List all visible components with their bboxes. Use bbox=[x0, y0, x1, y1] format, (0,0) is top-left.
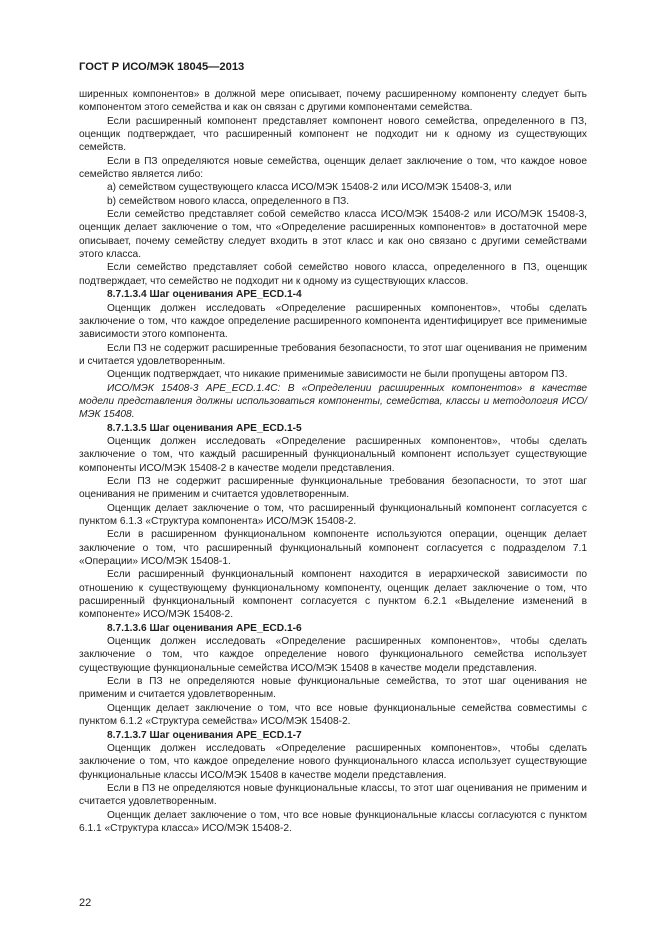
paragraph-continuation: ширенных компонентов» в должной мере описывает, почему расширенному компоненту следует быть компонентом этого семейства и как он связан с другими компонентами семейства. bbox=[79, 89, 587, 114]
paragraph: Если в расширенном функциональном компоненте используются операции, оценщик делает заключение о том, что расширенный функциональный компонент согласуется с подразделом 7.1 «Операции» ИСО/МЭК 15408-1. bbox=[79, 529, 587, 568]
paragraph: Если семейство представляет собой семейство класса ИСО/МЭК 15408-2 или ИСО/МЭК 15408-3, оценщик делает заключение о том, что «Определение расширенных компонентов» в достаточной мере описывает, почему семейству следует входить в этот класс и как оно связано с другими семействами этого класса. bbox=[79, 209, 587, 261]
paragraph: Если расширенный компонент представляет компонент нового семейства, определенного в ПЗ, оценщик подтверждает, что расширенный компонент не подходит ни к одному из существующих семейств. bbox=[79, 115, 587, 154]
paragraph: Оценщик подтверждает, что никакие применимые зависимости не были пропущены автором ПЗ. bbox=[107, 369, 568, 381]
paragraph: Если ПЗ не содержит расширенные функциональные требования безопасности, то этот шаг оценивания не применим и считается удовлетворенным. bbox=[79, 475, 587, 501]
paragraph: Оценщик делает заключение о том, что все новые функциональные семейства совместимы с пунктом 6.1.2 «Структура семейства» ИСО/МЭК 15408-2. bbox=[79, 702, 587, 728]
paragraph: Оценщик должен исследовать «Определение расширенных компонентов», чтобы сделать заключение о том, что каждое определение расширенного компонента идентифицирует все применимые зависимости этого компонента. bbox=[79, 302, 587, 341]
paragraph: Если расширенный функциональный компонент находится в иерархической зависимости по отношению к существующему функциональному компоненту, оценщик делает заключение о том, что расширенный функциональный компонент согласуется с пунктом 6.2.1 «Выделение изменений в компоненте» ИСО/МЭК 15408-2. bbox=[79, 569, 587, 621]
requirement-paragraph: ИСО/МЭК 15408-3 APE_ECD.1.4C: В «Определении расширенных компонентов» в качестве модели представления должны использоваться компоненты, семейства, классы и методология ИСО/МЭК 15408. bbox=[79, 382, 587, 421]
page-number: 22 bbox=[79, 897, 92, 909]
paragraph: Оценщик делает заключение о том, что все новые функциональные классы согласуются с пунктом 6.1.1 «Структура класса» ИСО/МЭК 15408-2. bbox=[79, 809, 587, 834]
paragraph: Если в ПЗ определяются новые семейства, оценщик делает заключение о том, что каждое новое семейство является либо: bbox=[79, 155, 587, 181]
section-heading: 8.7.1.3.4 Шаг оценивания APE_ECD.1-4 bbox=[107, 289, 302, 301]
paragraph: Оценщик должен исследовать «Определение расширенных компонентов», чтобы сделать заключение о том, что каждое определение нового функционального класса использует существующие функциональные классы ИСО/МЭК 15408 в качестве модели представления. bbox=[79, 742, 587, 781]
paragraph: Оценщик должен исследовать «Определение расширенных компонентов», чтобы сделать заключение о том, что каждое определение нового функционального семейства использует существующие функциональные семейства ИСО/МЭК 15408 в качестве модели представления. bbox=[79, 636, 587, 674]
paragraph: Если ПЗ не содержит расширенные требования безопасности, то этот шаг оценивания не применим и считается удовлетворенным. bbox=[79, 342, 587, 367]
section-heading: 8.7.1.3.6 Шаг оценивания APE_ECD.1-6 bbox=[107, 622, 302, 634]
list-item: a) семейством существующего класса ИСО/МЭК 15408-2 или ИСО/МЭК 15408-3, или bbox=[107, 182, 512, 194]
paragraph: Оценщик делает заключение о том, что расширенный функциональный компонент согласуется с пунктом 6.1.3 «Структура компонента» ИСО/МЭК 15408-2. bbox=[79, 502, 587, 527]
page-body bbox=[79, 88, 587, 835]
paragraph: Если в ПЗ не определяются новые функциональные классы, то этот шаг оценивания не применим и считается удовлетворенным. bbox=[79, 782, 587, 808]
page-header: ГОСТ Р ИСО/МЭК 18045—2013 bbox=[79, 61, 245, 73]
paragraph: Если семейство представляет собой семейство нового класса, определенного в ПЗ, оценщик подтверждает, что семейство не подходит ни к одному из существующих классов. bbox=[79, 262, 587, 287]
section-heading: 8.7.1.3.7 Шаг оценивания APE_ECD.1-7 bbox=[107, 729, 302, 741]
paragraph: Если в ПЗ не определяются новые функциональные семейства, то этот шаг оценивания не применим и считается удовлетворенным. bbox=[79, 676, 587, 701]
section-heading: 8.7.1.3.5 Шаг оценивания APE_ECD.1-5 bbox=[107, 422, 302, 434]
paragraph: Оценщик должен исследовать «Определение расширенных компонентов», чтобы сделать заключение о том, что каждый расширенный функциональный компонент использует существующие компоненты ИСО/МЭК 15408-2 в качестве модели представления. bbox=[79, 435, 587, 474]
list-item: b) семейством нового класса, определенного в ПЗ. bbox=[107, 195, 350, 207]
